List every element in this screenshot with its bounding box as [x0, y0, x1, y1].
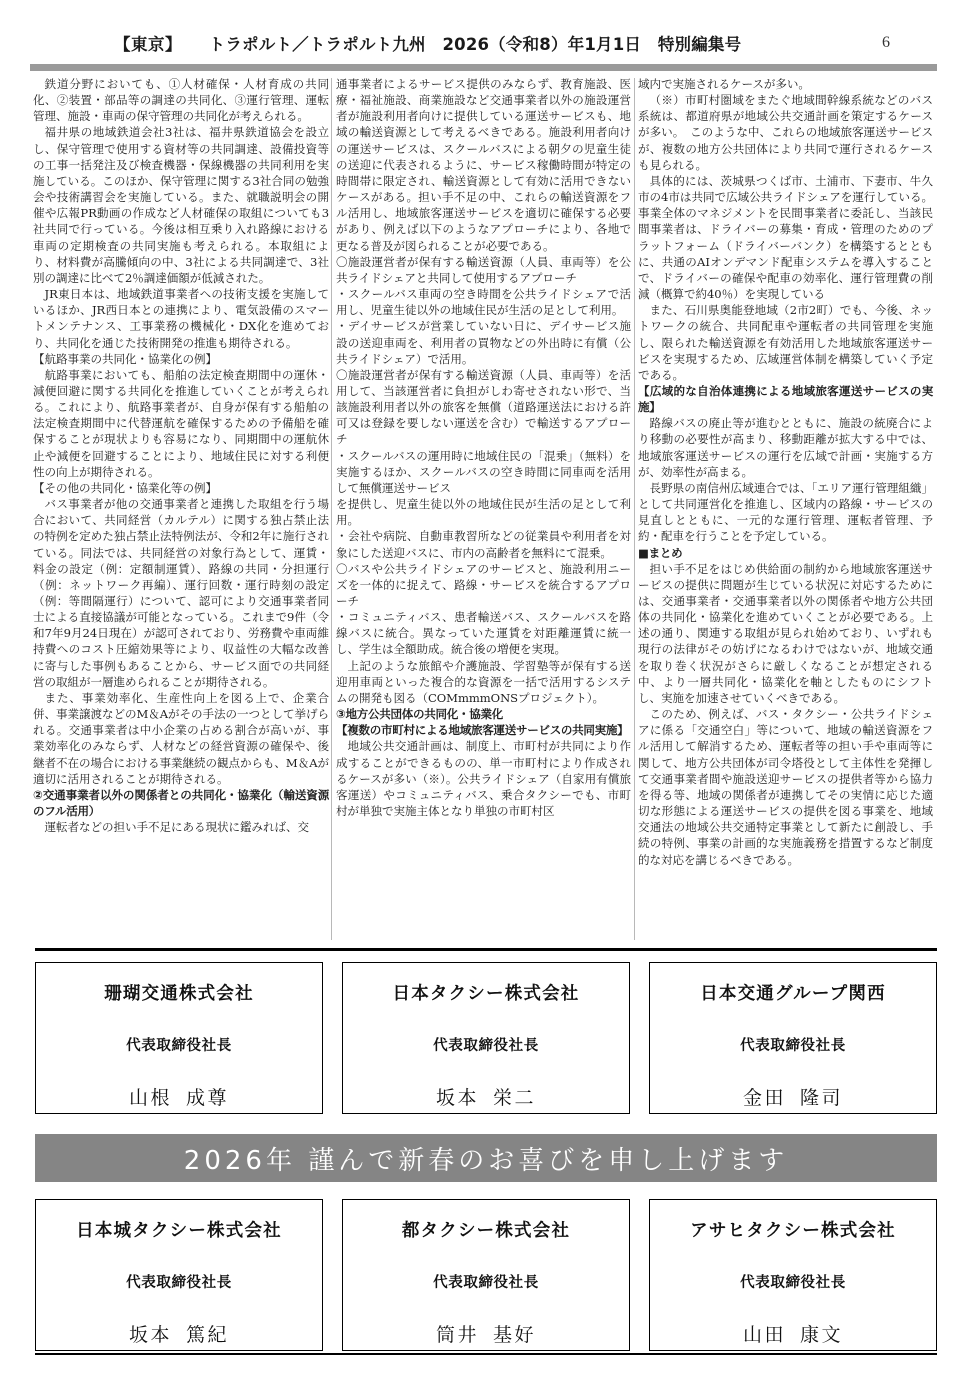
article-paragraph: 路線バスの廃止等が進むとともに、施設の統廃合により移動の必要性が高まり、移動距離が拡大する中では、地域旅客運送サービスの運行を広域で計画・実施する方が、効率性が高まる。 [638, 416, 933, 479]
article-paragraph: このため、例えば、バス・タクシー・公共ライドシェアに係る「交通空白」等について、地域の輸送資源をフル活用して解消するため、運転者等の担い手や車両等に関して、地方公共団体が司令塔役として主体性を発揮して交通事業者間や施設送迎サービスの提供者等から協力を得る等、地域の関係者が連携してその実情に応じた適切な形態による運送サービスの提供を図る事業を、地域交通法の地域公共交通特定事業として新たに創設し、手続の特例、事業の計画的な実施義務を措置するなど制度的な対応を講じるべきである。 [638, 707, 933, 867]
ad-role-title: 代表取締役社長 [433, 1038, 539, 1054]
ad-person-name [129, 1320, 229, 1347]
ad-person-givenname: 隆司 [800, 1087, 844, 1109]
article-paragraph: ・スクールバス車両の空き時間を公共ライドシェアで活用し、児童生徒以外の地域住民が生活の足として利用。 [336, 287, 631, 318]
advertisement-box[interactable] [342, 962, 630, 1114]
ad-person-name [743, 1083, 843, 1110]
ad-company-name: アサヒタクシー株式会社 [690, 1221, 896, 1241]
article-paragraph: 〇施設運営者が保有する輸送資源（人員、車両等）を公共ライドシェアと共同して使用するアプローチ [336, 254, 631, 285]
article-paragraph: 鉄道分野においても、①人材確保・人材育成の共同化、②装置・部品等の調達の共同化、③運行管理、運転管理、施設・車両の保守管理の共同化が考えられる。 [33, 77, 329, 124]
ad-company-name: 都タクシー株式会社 [401, 1221, 571, 1241]
ad-person-givenname: 基好 [493, 1324, 537, 1346]
masthead-city: 【東京】 [114, 35, 182, 54]
article-paragraph: 担い手不足をはじめ供給面の制約から地域旅客運送サービスの提供に問題が生じている状況に対応するためには、交通事業者・交通事業者以外の関係者や地方公共団体の共同化・協業化を進めていくことが必要である。上述の通り、関連する取組が見られ始めており、いずれも現行の法律がその妨げになるわけではないが、地域交通を取り巻く状況がさらに厳しくなることが想定される中、より一層共同化・協業化を軸としたものにシフトし、実施を加速させていくべきである。 [638, 561, 933, 705]
ad-person-surname: 坂本 [128, 1324, 172, 1346]
article-paragraph: 【その他の共同化・協業化等の例】 [33, 480, 217, 495]
ad-person-givenname: 栄二 [493, 1087, 537, 1109]
article-paragraph: バス事業者が他の交通事業者と連携した取組を行う場合において、共同経営（カルテル）に関する独占禁止法の特例を定めた独占禁止法特例法が、令和2年に施行されている。同法では、共同経営の対象行為として、運賃・料金の設定（例：定額制運賃）、路線の共同・分担運行（例：ネットワーク再編）、運行回数・運行時刻の設定（例：等間隔運行）について、認可により交通事業者同士による直接協議が可能となっている。これまで9件（令和7年9月24日現在）が認可されており、労務費や車両維持費へのコスト圧縮効果等により、収益性の大幅な改善に寄与した事例もあることから、サービス面での共同経営の取組が一層進められることが期待される。 [33, 497, 329, 689]
ad-company-name: 珊瑚交通株式会社 [104, 984, 254, 1004]
article-paragraph: ・スクールバスの運用時に地域住民の「混乗」（無料）を実施するほか、スクールバスの空き時間に同車両を活用して無償運送サービス [336, 448, 631, 495]
ad-person-name [743, 1320, 843, 1347]
ad-company-name: 日本城タクシー株式会社 [76, 1221, 282, 1241]
article-paragraph: 【航路事業の共同化・協業化の例】 [33, 351, 217, 366]
ad-person-name [436, 1320, 536, 1347]
ad-role-title: 代表取締役社長 [740, 1038, 846, 1054]
advertisement-box[interactable] [35, 1199, 323, 1351]
ad-person-givenname: 篤紀 [186, 1324, 230, 1346]
article-column-1 [30, 76, 332, 942]
article-paragraph: 【広域的な自治体連携による地域旅客運送サービスの実施】 [638, 383, 933, 415]
ad-section-top-rule [35, 948, 937, 951]
ad-role-title: 代表取締役社長 [740, 1275, 846, 1291]
article-paragraph: を提供し、児童生徒以外の地域住民が生活の足として利用。 [336, 497, 631, 528]
ad-person-surname: 坂本 [435, 1087, 479, 1109]
advertisement-box[interactable] [649, 1199, 937, 1351]
article-paragraph: 航路事業においても、船舶の法定検査期間中の運休・減便回避に関する共同化を推進していくことが考えられる。これにより、航路事業者が、自身が保有する船舶の法定検査期間中に代替運航を確保するための予備船を確保することが現状よりも容易になり、同期間中の運航休止や減便を回避することにより、地域住民に対する利便性の向上が期待される。 [33, 367, 329, 479]
article-paragraph: 上記のような旅館や介護施設、学習塾等が保有する送迎用車両といった複合的な資源を一括で活用するシステムの開発も図る（COMmmmONSプロジェクト）。 [336, 658, 631, 705]
article-paragraph: また、事業効率化、生産性向上を図る上で、企業合併、事業譲渡などのM＆Aがその手法の一つとして挙げられる。交通事業者は中小企業の占める割合が高いが、事業効率化のみならず、人材などの経営資源の確保や、後継者不在の場合における事業継続の観点からも、M＆Aが適切に活用されることが期待される。 [33, 690, 329, 786]
article-paragraph: ・デイサービスが営業していない日に、デイサービス施設の送迎車両を、利用者の買物などの外出時に有償（公共ライドシェア）で活用。 [336, 319, 631, 366]
ad-company-name: 日本交通グループ関西 [700, 984, 886, 1004]
greeting-banner-text: 2026年 謹んで新春のお喜びを申し上げます [183, 1145, 789, 1176]
ad-role-title: 代表取締役社長 [433, 1275, 539, 1291]
ad-section-bottom-rule [35, 1353, 937, 1355]
article-paragraph: ③地方公共団体の共同化・協業化 [336, 707, 503, 722]
ad-row-top [35, 962, 937, 1114]
article-paragraph: また、石川県奥能登地域（2市2町）でも、今後、ネットワークの統合、共同配車や運転者の共同管理を実施し、限られた輸送資源を有効活用した地域旅客運送サービスを実現するため、広域運営体制を構築していく予定である。 [638, 303, 933, 382]
ad-person-name [436, 1083, 536, 1110]
greeting-banner [35, 1134, 937, 1182]
ad-person-name [129, 1083, 229, 1110]
page-number: 6 [882, 34, 890, 51]
advertisement-box[interactable] [649, 962, 937, 1114]
article-paragraph: 福井県の地域鉄道会社3社は、福井県鉄道協会を設立し、保守管理で使用する資材等の共同調達、設備投資等の工事一括発注及び検査機器・保線機器の共同利用を実施している。このほか、保守管理に関する3社合同の勉強会や技術講習会を実施している。また、就職説明会の開催や広報PR動画の作成など人材確保の取組についても3社共同で行っている。今後は相互乗り入れ路線における車両の定期検査の共同実施も考えられる。本取組により、材料費が高騰傾向の中、3社による共同調達で、3社別の調達に比べて2％調達価額が低減された。 [33, 125, 329, 285]
article-paragraph: 運転者などの担い手不足にある現状に鑑みれば、交 [44, 820, 309, 835]
article-paragraph: 地域公共交通計画は、制度上、市町村が共同により作成することができるものの、単一市町村により作成されるケースが多い（※）。公共ライドシェア（自家用有償旅客運送）やコミュニティバス、乗合タクシーでも、市町村が単独で実施主体となり単独の市町村区 [336, 739, 631, 819]
article-column-3 [634, 76, 936, 942]
article-paragraph: 通事業者によるサービス提供のみならず、教育施設、医療・福祉施設、商業施設など交通事業者以外の施設運営者が施設利用者向けに提供している運送サービスも、地域の輸送資源として考えるべきである。施設利用者向けの運送サービスは、スクールバスによる朝夕の児童生徒の送迎に代表されるように、サービス稼働時間が特定の時間帯に限定され、輸送資源として有効に活用できないケースがある。担い手不足の中、これらの輸送資源をフル活用し、地域旅客運送サービスを適切に確保する必要があり、例えば以下のようなアプローチにより、各地で更なる普及が図られることが必要である。 [336, 77, 631, 253]
article-column-2 [332, 76, 634, 942]
ad-person-surname: 筒井 [435, 1324, 479, 1346]
ad-person-givenname: 成尊 [186, 1087, 230, 1109]
article-paragraph: （※）市町村圏域をまたぐ地域間幹線系統などのバス系統は、都道府県が地域公共交通計画を策定するケースが多い。 このような中、これらの地域旅客運送サービスが、複数の地方公共団体により共同で運行されるケースも見られる。 [638, 93, 933, 172]
ad-person-surname: 山田 [742, 1324, 786, 1346]
masthead-divider [30, 64, 937, 71]
article-paragraph: 域内で実施されるケースが多い。 [638, 77, 810, 91]
ad-role-title: 代表取締役社長 [126, 1038, 232, 1054]
article-paragraph: JR東日本は、地域鉄道事業者への技術支援を実施しているほか、JR西日本との連携により、電気設備のスマートメンテナンス、工事業務の機械化・DX化を進めており、共同化を通じた技術開発の推進も期待される。 [33, 287, 329, 350]
article-paragraph: 具体的には、茨城県つくば市、土浦市、下妻市、牛久市の4市は共同で広域公共ライドシェアを運行している。事業全体のマネジメントを民間事業者に委託し、当該民間事業者は、ドライバーの募集・育成・管理のためのプラットフォーム（ドライバーバンク）を構築するとともに、共通のAIオンデマンド配車システムを導入することで、ドライバーの確保や配車の効率化、運行管理費の削減（概算で約40％）を実現している [638, 173, 933, 302]
ad-person-givenname: 康文 [800, 1324, 844, 1346]
advertisement-box[interactable] [35, 962, 323, 1114]
advertisement-box[interactable] [342, 1199, 630, 1351]
article-paragraph: ・コミュニティバス、患者輸送バス、スクールバスを路線バスに統合。異なっていた運賃を対距離運賃に統一し、学生は全額助成。統合後の増便を実現。 [336, 610, 631, 657]
article-paragraph: 【複数の市町村による地域旅客運送サービスの共同実施】 [336, 723, 629, 738]
ad-person-surname: 金田 [742, 1087, 786, 1109]
ad-row-bottom [35, 1199, 937, 1351]
article-paragraph: 〇施設運営者が保有する輸送資源（人員、車両等）を活用して、当該運営者に負担がしわ寄せされない形で、当該施設利用者以外の旅客を無償（道路運送法における許可又は登録を要しない運送を含む）で輸送するアプローチ [336, 367, 631, 447]
masthead [0, 22, 968, 64]
masthead-title: トラポルト／トラポルト九州 2026（令和8）年1月1日 特別編集号 [208, 35, 742, 54]
article-paragraph: ■まとめ [638, 545, 683, 560]
ad-company-name: 日本タクシー株式会社 [392, 984, 580, 1004]
ad-person-surname: 山根 [128, 1087, 172, 1109]
article-body [30, 76, 938, 942]
article-paragraph: ・会社や病院、自動車教習所などの従業員や利用者を対象にした送迎バスに、市内の高齢者を無料にて混乗。 [336, 529, 631, 560]
ad-role-title: 代表取締役社長 [126, 1275, 232, 1291]
article-paragraph: 長野県の南信州広域連合では、「エリア運行管理組織」として共同運営化を推進し、区域内の路線・サービスの見直しとともに、一元的な運行管理、運転者管理、予約・配車を行うことを予定している。 [638, 480, 933, 544]
article-paragraph: 〇バスや公共ライドシェアのサービスと、施設利用ニーズを一体的に捉えて、路線・サービスを統合するアプローチ [336, 561, 631, 608]
article-paragraph: ②交通事業者以外の関係者との共同化・協業化（輸送資源のフル活用） [33, 787, 329, 819]
